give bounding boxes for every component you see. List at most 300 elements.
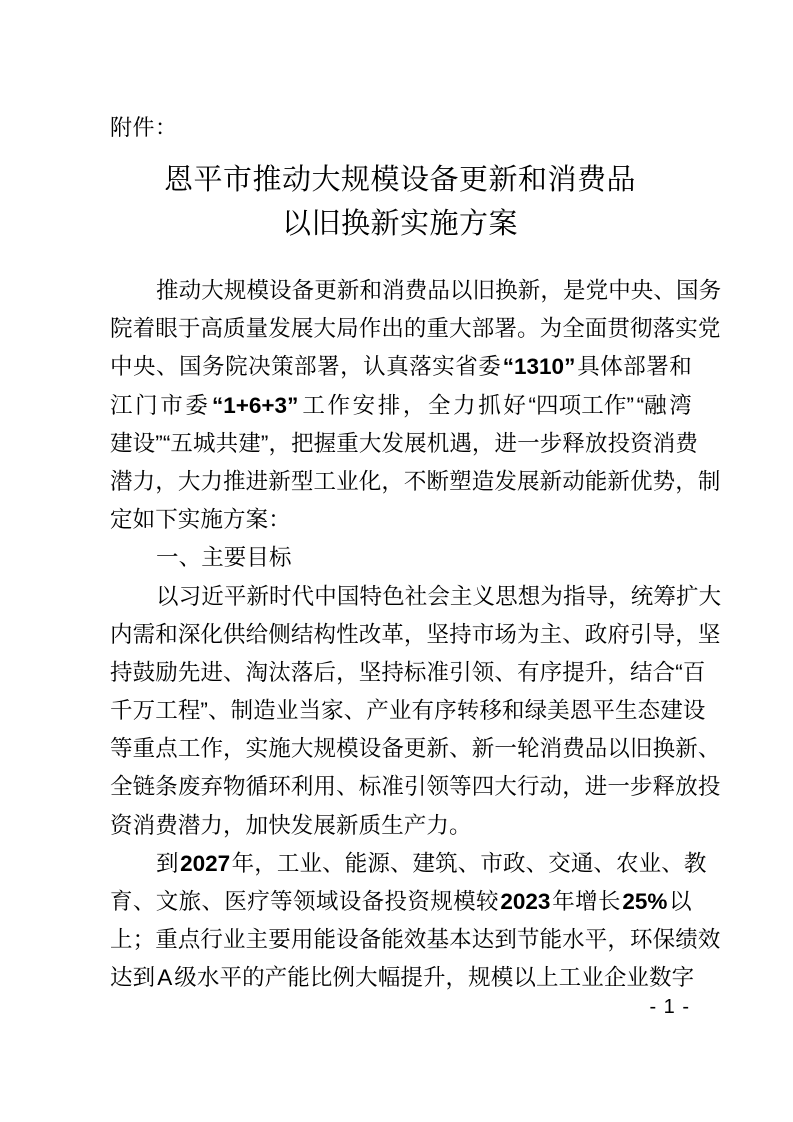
body-text-glyph: 要 <box>268 927 291 953</box>
body-text-glyph: 市 <box>471 621 495 647</box>
body-text-glyph: 着 <box>132 316 156 342</box>
body-text-glyph: 工 <box>302 392 325 418</box>
body-text-glyph: 费 <box>675 430 699 456</box>
body-text-glyph: 点 <box>155 736 178 762</box>
body-text-glyph: 励 <box>155 659 178 685</box>
body-text-glyph: 主 <box>539 621 563 647</box>
body-text-glyph: 力 <box>200 468 224 494</box>
body-text-glyph: 推 <box>223 468 246 494</box>
body-text-glyph: 交 <box>548 850 571 876</box>
body-text-glyph: 改 <box>358 621 382 647</box>
body-text-line <box>110 387 692 425</box>
body-text-glyph: 新 <box>246 583 270 609</box>
body-text-glyph: 设” <box>132 430 163 456</box>
body-text-glyph: 的 <box>242 965 265 991</box>
body-text-glyph: 年 <box>231 850 255 876</box>
body-text-glyph: 江 <box>110 392 133 418</box>
body-text-glyph: 筑 <box>435 850 458 876</box>
body-text-glyph: 提 <box>562 659 585 685</box>
body-text-glyph: 更 <box>314 278 337 303</box>
body-text-glyph: 安 <box>352 392 376 418</box>
body-text-glyph: 投 <box>697 774 721 800</box>
body-text-glyph: 进 <box>494 430 518 456</box>
body-text-glyph: 程” <box>177 698 209 724</box>
body-text-glyph: 万 <box>132 698 156 724</box>
body-text-glyph: 实 <box>675 316 698 342</box>
body-text-glyph: 坚 <box>697 621 721 647</box>
body-text-glyph: 优 <box>630 468 653 494</box>
body-text-glyph: 换 <box>652 736 676 762</box>
body-text-glyph: 领 <box>426 774 450 800</box>
body-text-glyph: 引 <box>403 774 427 800</box>
body-text-glyph: 态 <box>637 698 661 724</box>
body-text-glyph: 体 <box>600 354 623 380</box>
body-text-glyph: ， <box>223 736 246 762</box>
body-text-glyph: 务 <box>202 354 225 380</box>
body-text-glyph: ， <box>381 468 404 494</box>
body-text-glyph: 产 <box>264 965 288 991</box>
body-text-glyph: 产 <box>366 698 389 724</box>
body-text-glyph: 一 <box>607 774 631 800</box>
body-text-glyph: 时 <box>269 583 292 609</box>
body-text-glyph: ， <box>155 468 178 494</box>
body-text-glyph: 以 <box>449 278 473 303</box>
body-text-glyph: 筹 <box>653 583 677 609</box>
body-text-glyph: 、 <box>697 736 721 762</box>
body-text-glyph: 央 <box>630 278 654 303</box>
body-text-glyph: 院 <box>110 316 133 342</box>
body-text-glyph: 于 <box>177 316 201 342</box>
body-text-glyph: 新 <box>268 468 291 494</box>
body-text-glyph: 有 <box>411 698 435 724</box>
body-text-glyph: 性 <box>336 621 359 647</box>
body-text-glyph: 用 <box>313 774 337 800</box>
body-text-glyph: 制 <box>697 468 721 494</box>
body-text-glyph: 到 <box>494 927 517 953</box>
body-text-glyph: 源 <box>367 850 390 876</box>
body-text-glyph: 建 <box>412 850 436 876</box>
body-text-glyph: 特 <box>359 583 383 609</box>
body-text-glyph: 释 <box>562 430 585 456</box>
body-text-glyph: 抓 <box>478 392 501 418</box>
body-text-glyph: 坚 <box>426 621 450 647</box>
body-text-glyph: 长 <box>597 889 621 914</box>
body-text-glyph: 眼 <box>155 316 178 342</box>
body-text-line <box>110 310 721 348</box>
body-text-line <box>110 768 721 806</box>
body-text-glyph: 等 <box>270 889 293 914</box>
body-text-glyph: 平 <box>584 927 608 953</box>
body-text-glyph: 高 <box>200 316 224 342</box>
body-text-glyph: 部 <box>471 316 495 342</box>
body-text-glyph: 四 <box>471 774 495 800</box>
body-text-line <box>110 730 721 768</box>
body-text-glyph: 水 <box>196 965 220 991</box>
body-text-glyph: 贯 <box>607 316 631 342</box>
body-text-glyph: 绿 <box>524 698 548 724</box>
body-text-glyph: 色 <box>382 583 405 609</box>
body-text-glyph: 大 <box>201 278 224 303</box>
body-text-glyph: 不 <box>403 468 427 494</box>
body-text-glyph: 领 <box>471 659 495 685</box>
body-text-latin-run: A <box>157 965 173 991</box>
body-text-glyph: 备 <box>291 278 315 303</box>
body-text-glyph: 换 <box>495 278 518 303</box>
body-text-glyph: 院 <box>225 354 248 380</box>
body-text-glyph: 新 <box>517 278 541 303</box>
body-text-glyph: 业 <box>388 698 412 724</box>
body-text-glyph: 工 <box>313 468 337 494</box>
body-text-glyph: 质 <box>223 316 246 342</box>
body-text-glyph: 数 <box>649 965 672 991</box>
body-text-glyph: 行 <box>200 927 224 953</box>
body-text-glyph: 企 <box>603 965 627 991</box>
body-text-glyph: 比 <box>309 965 333 991</box>
body-text-glyph: 实 <box>432 354 455 380</box>
body-text-glyph: 、 <box>223 659 246 685</box>
body-text-glyph: 把 <box>291 430 314 456</box>
body-text-glyph: 能 <box>287 965 310 991</box>
body-text-glyph: 增 <box>575 889 598 914</box>
body-text-glyph: 更 <box>403 736 427 762</box>
body-text-glyph: 医 <box>224 889 247 914</box>
body-text-glyph: 出 <box>381 316 404 342</box>
body-text-glyph: 大 <box>449 316 472 342</box>
body-text-glyph: 资消费潜力，加快发展新质生产力。 <box>110 812 472 838</box>
body-text-glyph: 汰 <box>268 659 291 685</box>
body-text-glyph: 落 <box>290 659 314 685</box>
body-text-glyph: 造 <box>253 698 276 724</box>
body-text-glyph: 设 <box>269 278 292 303</box>
body-text-glyph: 全 <box>427 392 451 418</box>
body-text-glyph: 弃 <box>200 774 224 800</box>
body-text-glyph: 社 <box>404 583 428 609</box>
body-text-latin-run: “1+6+3” <box>212 392 299 418</box>
body-text-glyph: 能 <box>584 468 608 494</box>
body-text-glyph: 重 <box>132 736 156 762</box>
page-number-footer: - 1 - <box>649 996 690 1018</box>
body-text-latin-run: 2027 <box>180 850 231 876</box>
body-text-glyph: 条 <box>155 774 178 800</box>
body-text-glyph: 农 <box>616 850 639 876</box>
body-text-glyph: 旅 <box>178 889 202 914</box>
body-text-glyph: 发 <box>381 430 405 456</box>
body-text-glyph: 到 <box>132 965 156 991</box>
body-text-glyph: 作 <box>200 736 224 762</box>
body-text-glyph: 、 <box>593 850 617 876</box>
body-text-glyph: 新 <box>336 278 360 303</box>
body-text-glyph: 型 <box>290 468 314 494</box>
body-text-glyph: 、 <box>201 889 225 914</box>
body-text-glyph: 署 <box>646 354 669 380</box>
body-text-glyph: 设 <box>682 698 706 724</box>
body-text-glyph: ， <box>607 927 630 953</box>
body-text-glyph: 业 <box>581 965 604 991</box>
document-title-line-1: 恩平市推动大规模设备更新和消费品 <box>163 164 636 196</box>
body-text-glyph: 动 <box>539 774 563 800</box>
body-text-glyph: 领 <box>293 889 316 914</box>
body-text-glyph: 上 <box>110 927 133 953</box>
body-text-glyph: 消 <box>652 430 676 456</box>
body-text-glyph: 绩 <box>675 927 698 953</box>
body-text-glyph: 建” <box>238 430 269 456</box>
body-text-glyph: 规 <box>223 278 247 303</box>
body-text-glyph: 思 <box>495 583 518 609</box>
body-text-glyph: 步 <box>539 430 563 456</box>
body-text-line <box>110 616 721 654</box>
body-text-glyph: 好 <box>503 392 526 418</box>
body-text-glyph: 环 <box>268 774 291 800</box>
body-text-glyph: 释 <box>652 774 676 800</box>
body-text-glyph: ， <box>445 965 469 991</box>
body-text-glyph: 新 <box>607 468 631 494</box>
body-text-glyph: 断 <box>426 468 450 494</box>
body-text-glyph: ；重 <box>132 927 178 953</box>
body-text-line <box>110 463 721 501</box>
body-text-glyph: 定如下实施方案： <box>110 507 291 533</box>
body-text-glyph: 标 <box>358 774 382 800</box>
body-text-glyph: 主 <box>245 927 269 953</box>
body-text-glyph: 党 <box>697 316 721 342</box>
body-text-glyph: 国 <box>336 583 360 609</box>
body-text-glyph: 平 <box>219 965 243 991</box>
body-text-glyph: 化 <box>358 468 382 494</box>
body-text-glyph: 、 <box>562 621 585 647</box>
body-text-glyph: 、 <box>132 889 156 914</box>
body-text-glyph: 大 <box>177 468 201 494</box>
body-text-glyph: 共 <box>215 430 239 456</box>
body-text-line <box>110 921 721 959</box>
body-text-glyph: 近 <box>201 583 224 609</box>
body-text-glyph: 落 <box>409 354 432 380</box>
body-text-glyph: 本 <box>449 927 472 953</box>
body-text-glyph: 、 <box>322 850 345 876</box>
body-text-glyph: 模 <box>453 889 476 914</box>
body-text-glyph: 义 <box>472 583 496 609</box>
body-text-glyph: 推 <box>156 278 179 303</box>
body-text-glyph: 部 <box>623 354 646 380</box>
body-text-glyph: 先 <box>177 659 201 685</box>
body-text-glyph: 彻 <box>630 316 653 342</box>
body-text-glyph: 深 <box>177 621 201 647</box>
body-text-glyph: 引 <box>630 621 653 647</box>
body-text-glyph: 、 <box>653 278 677 303</box>
body-text-glyph: 排 <box>377 392 401 418</box>
body-text-line <box>110 959 695 997</box>
body-text-glyph: 放 <box>584 430 608 456</box>
body-text-glyph: 重 <box>426 316 450 342</box>
body-text-glyph: 坚 <box>358 659 382 685</box>
body-text-glyph: 一 <box>517 430 540 456</box>
body-text-glyph: 轮 <box>516 736 540 762</box>
body-text-glyph: 、 <box>389 850 413 876</box>
body-text-glyph: 为 <box>539 316 563 342</box>
body-text-glyph: 环 <box>630 927 653 953</box>
body-text-glyph: 机 <box>426 430 450 456</box>
body-text-glyph: 化 <box>200 621 224 647</box>
body-text-glyph: 施 <box>268 736 291 762</box>
body-text-glyph: 规 <box>468 965 491 991</box>
body-text-glyph: 模 <box>336 736 359 762</box>
body-text-glyph: 能 <box>344 850 368 876</box>
body-text-glyph: 消 <box>382 278 405 303</box>
body-text-glyph: 设 <box>358 736 382 762</box>
body-text-glyph: 持 <box>110 659 133 685</box>
body-text-glyph: 习 <box>178 583 202 609</box>
document-title-line-2: 以旧换新实施方案 <box>281 208 518 240</box>
body-text-glyph: 国 <box>676 278 699 303</box>
body-text-glyph: 建 <box>110 430 133 456</box>
body-text-glyph: 国 <box>179 354 202 380</box>
attachment-label: 附件： <box>110 115 178 140</box>
body-text-latin-run: 25% <box>622 889 668 914</box>
body-text-glyph: 侧 <box>268 621 291 647</box>
body-text-glyph: 进 <box>245 468 269 494</box>
body-text-glyph: 新 <box>675 736 698 762</box>
body-text-glyph: 业 <box>275 698 299 724</box>
body-text-glyph: 引 <box>449 659 472 685</box>
body-text-line <box>110 425 699 463</box>
body-text-glyph: 署 <box>317 354 340 380</box>
body-text-glyph: 势 <box>652 468 676 494</box>
body-text-glyph: 制 <box>230 698 254 724</box>
body-text-glyph: 大 <box>698 583 722 609</box>
body-text-glyph: 例 <box>332 965 356 991</box>
body-text-glyph: 发 <box>268 316 291 342</box>
body-text-glyph: 等 <box>110 736 133 762</box>
body-text-glyph: 统 <box>630 583 654 609</box>
body-text-glyph: 动 <box>178 278 202 303</box>
body-text-glyph: 策 <box>271 354 294 380</box>
body-text-glyph: 通 <box>570 850 594 876</box>
body-text-glyph: 工 <box>177 736 201 762</box>
body-text-glyph: 到 <box>156 850 179 876</box>
body-text-glyph: 升 <box>422 965 446 991</box>
body-text-glyph: 效 <box>697 927 721 953</box>
body-text-glyph: 遇 <box>449 430 472 456</box>
body-text-glyph: 作 <box>358 316 382 342</box>
body-text-glyph: 业 <box>223 927 246 953</box>
body-text-glyph: 需 <box>132 621 156 647</box>
body-text-glyph: ， <box>607 659 631 685</box>
body-text-glyph: 废 <box>177 774 201 800</box>
body-text-glyph: 规 <box>430 889 453 914</box>
body-text-glyph: 业 <box>638 850 662 876</box>
body-text-glyph: 指 <box>562 583 586 609</box>
body-text-glyph: 构 <box>313 621 337 647</box>
body-text-glyph: 鼓 <box>132 659 156 685</box>
body-text-glyph: “五 <box>162 430 194 456</box>
body-text-glyph: 规 <box>313 736 337 762</box>
body-text-glyph: 行 <box>516 774 540 800</box>
body-text-glyph: 效 <box>403 927 427 953</box>
body-text-glyph: 物 <box>223 774 246 800</box>
body-text-glyph: 革 <box>381 621 404 647</box>
body-text-glyph: 城 <box>193 430 216 456</box>
body-text-glyph: 、 <box>494 659 517 685</box>
body-text-glyph: 年 <box>552 889 575 914</box>
body-text-glyph: 潜 <box>110 468 133 494</box>
body-text-glyph: “四项工作” <box>528 392 635 418</box>
body-text-glyph: ， <box>675 621 698 647</box>
body-text-glyph: 中 <box>110 354 133 380</box>
body-text-glyph: 面 <box>584 316 608 342</box>
body-text-glyph: 文 <box>155 889 179 914</box>
body-text-glyph: 导 <box>585 583 609 609</box>
body-text-latin-run: 2023 <box>500 889 551 914</box>
body-text-glyph: 费 <box>404 278 428 303</box>
body-text-glyph: 资 <box>407 889 430 914</box>
body-text-glyph: 家 <box>321 698 344 724</box>
body-text-glyph: 大 <box>355 965 378 991</box>
body-text-line <box>110 348 692 386</box>
body-text-glyph: 新 <box>471 736 495 762</box>
body-text-line <box>110 272 722 310</box>
body-text-glyph: 淘 <box>245 659 269 685</box>
body-text-glyph: 合 <box>652 659 676 685</box>
body-text-glyph: 序 <box>434 698 457 724</box>
body-text-glyph: 大 <box>290 736 314 762</box>
body-text-glyph: 府 <box>607 621 631 647</box>
body-text-glyph: 中 <box>314 583 337 609</box>
body-text-glyph: 委 <box>185 392 208 418</box>
body-text-glyph: 结 <box>630 659 653 685</box>
body-text-glyph: 有 <box>516 659 540 685</box>
body-text-line <box>110 654 706 692</box>
body-text-glyph: 等 <box>449 774 472 800</box>
body-text-glyph: 、 <box>156 354 179 380</box>
body-text-glyph: 湾 <box>669 392 692 418</box>
body-text-glyph: 平 <box>223 583 247 609</box>
body-text-glyph: 循 <box>245 774 269 800</box>
body-text-glyph: 动 <box>562 468 585 494</box>
document-body <box>110 272 722 998</box>
body-text-glyph: 水 <box>562 927 585 953</box>
body-text-glyph: 供 <box>223 621 246 647</box>
body-text-glyph: 基 <box>426 927 450 953</box>
body-text-glyph: 、 <box>457 850 481 876</box>
body-text-glyph: 大 <box>313 316 337 342</box>
body-text-glyph: 造 <box>471 468 495 494</box>
body-text-line <box>110 883 692 921</box>
body-text-glyph: 上 <box>535 965 559 991</box>
body-text-glyph: “百 <box>675 659 706 685</box>
body-text-glyph: 以 <box>607 736 631 762</box>
body-text-glyph: 新 <box>426 736 450 762</box>
body-text-glyph: 能 <box>313 927 337 953</box>
body-text-glyph: 后 <box>313 659 337 685</box>
body-text-glyph: 放 <box>675 774 698 800</box>
body-text-glyph: 模 <box>490 965 514 991</box>
body-text-glyph: 进 <box>584 774 608 800</box>
body-text-glyph: 级 <box>174 965 197 991</box>
body-text-glyph: 局 <box>336 316 359 342</box>
body-text-glyph: 进 <box>200 659 224 685</box>
body-text-glyph: 量 <box>245 316 269 342</box>
body-text-glyph: 市 <box>480 850 503 876</box>
body-text-glyph: 模 <box>246 278 270 303</box>
body-text-line <box>110 845 707 883</box>
body-text-glyph: 节 <box>516 927 540 953</box>
body-text-glyph: 疗 <box>247 889 270 914</box>
body-text-glyph: ， <box>562 774 585 800</box>
body-text-glyph: 费 <box>562 736 585 762</box>
body-text-glyph: 旧 <box>630 736 653 762</box>
body-text-glyph: 升 <box>584 659 608 685</box>
body-text-glyph: 一、主要目标 <box>156 545 292 571</box>
body-text-glyph: 序 <box>539 659 563 685</box>
body-text-glyph: 字 <box>671 965 695 991</box>
